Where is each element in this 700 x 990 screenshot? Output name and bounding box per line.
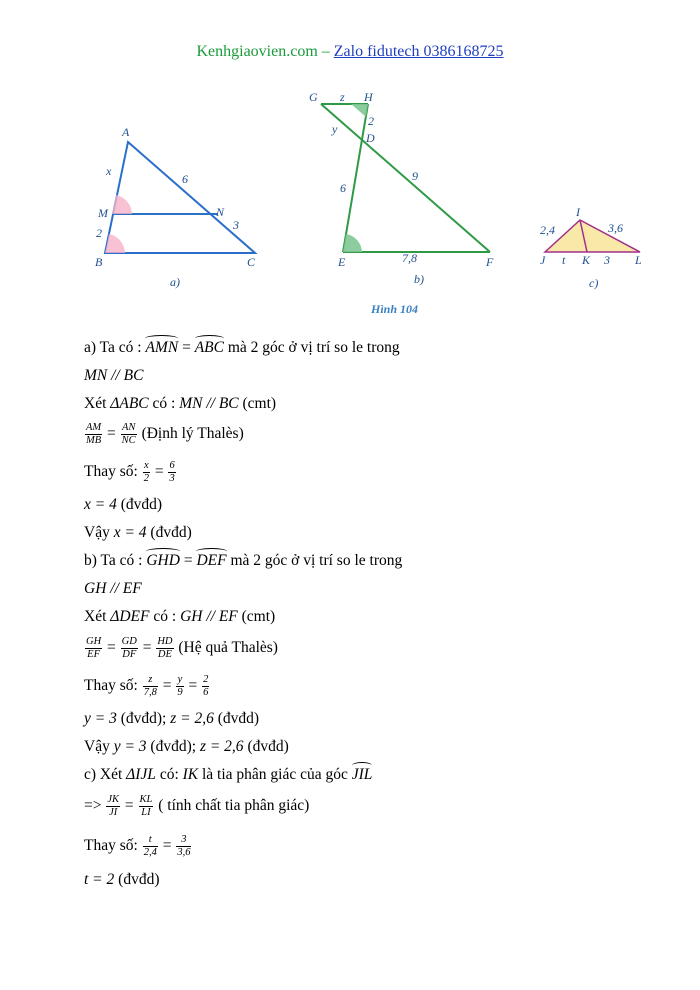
label-6a: 6 bbox=[182, 172, 188, 186]
triangle-def bbox=[309, 90, 494, 286]
angle-abc: ABC bbox=[194, 339, 224, 356]
text: = bbox=[178, 339, 195, 356]
figure-104 bbox=[0, 80, 700, 325]
text: Vậy bbox=[84, 524, 114, 541]
fraction: $\frac{6}{3}$ bbox=[169, 460, 175, 484]
fraction: $\frac{2}{6}$ bbox=[203, 674, 209, 698]
math: z = 2,6 bbox=[199, 738, 244, 755]
text: có : bbox=[149, 608, 181, 625]
label-B: B bbox=[95, 255, 103, 269]
text: Xét bbox=[84, 608, 111, 625]
angle-amn: AMN bbox=[145, 339, 179, 356]
text: c) Xét bbox=[84, 766, 127, 783]
math: x = 4 bbox=[84, 496, 117, 513]
math: t = 2 bbox=[84, 871, 115, 888]
label-D: D bbox=[366, 131, 375, 145]
label-I: I bbox=[576, 205, 580, 219]
math: z = 2,6 bbox=[170, 710, 214, 727]
fraction: $\frac{GH}{EF}$ bbox=[86, 636, 102, 660]
contact-link[interactable]: Zalo fidutech 0386168725 bbox=[333, 43, 504, 60]
line-yz-result bbox=[84, 709, 259, 729]
text: ( tính chất tia phân giác) bbox=[154, 797, 310, 815]
line-xet-def bbox=[84, 607, 275, 627]
text: có : bbox=[148, 395, 180, 412]
text: (Định lý Thalès) bbox=[137, 425, 244, 443]
text: là tia phân giác của góc bbox=[198, 766, 352, 783]
label-24: 2,4 bbox=[540, 223, 555, 237]
line-thales-ratio bbox=[84, 422, 244, 447]
label-F: F bbox=[486, 255, 494, 269]
label-2a: 2 bbox=[96, 226, 102, 240]
fraction: $\frac{y}{9}$ bbox=[177, 674, 183, 698]
text: a) Ta có : bbox=[84, 339, 146, 356]
angle-ghd: GHD bbox=[146, 552, 180, 569]
text: (đvđd); bbox=[116, 710, 171, 727]
fraction: $\frac{KL}{LI}$ bbox=[139, 794, 153, 818]
math: x = 4 bbox=[113, 524, 147, 541]
line-x-conclusion bbox=[84, 523, 192, 543]
text: mà 2 góc ở vị trí so le trong bbox=[223, 339, 400, 356]
label-x: x bbox=[106, 164, 112, 178]
text: (đvđd) bbox=[146, 524, 192, 541]
text: (Hệ quả Thalès) bbox=[174, 639, 278, 657]
line-substitute-a bbox=[84, 460, 177, 485]
text: (cmt) bbox=[238, 395, 277, 412]
line-substitute-c bbox=[84, 834, 192, 859]
label-9b: 9 bbox=[412, 169, 418, 183]
text: = bbox=[138, 639, 156, 657]
text: (đvđd); bbox=[146, 738, 200, 755]
label-6b: 6 bbox=[340, 181, 346, 195]
label-G: G bbox=[309, 90, 318, 104]
math: GH // EF bbox=[180, 608, 238, 625]
fraction: $\frac{JK}{JI}$ bbox=[107, 794, 120, 818]
line-yz-conclusion bbox=[84, 737, 289, 757]
math: ΔIJL bbox=[126, 766, 156, 783]
label-36: 3,6 bbox=[608, 221, 623, 235]
label-E: E bbox=[338, 255, 346, 269]
label-78: 7,8 bbox=[402, 251, 417, 265]
line-gh-parallel: GH // EF bbox=[84, 580, 142, 597]
label-M: M bbox=[98, 206, 108, 220]
site-name: Kenhgiaovien.com bbox=[196, 43, 318, 60]
figure-caption: Hình 104 bbox=[371, 302, 419, 316]
text: b) Ta có : bbox=[84, 552, 147, 569]
label-t: t bbox=[562, 253, 566, 267]
fraction: $\frac{t}{2,4}$ bbox=[143, 834, 157, 858]
label-b: b) bbox=[414, 272, 424, 286]
text: Thay số: bbox=[84, 677, 142, 695]
line-a-angles bbox=[84, 338, 400, 358]
math: y = 3 bbox=[113, 738, 147, 755]
header-separator: – bbox=[317, 43, 334, 60]
text: Xét bbox=[84, 395, 111, 412]
line-mn-parallel: MN // BC bbox=[84, 367, 144, 384]
label-c: c) bbox=[589, 276, 599, 290]
label-C: C bbox=[247, 255, 256, 269]
fraction: $\frac{z}{7,8}$ bbox=[143, 674, 157, 698]
line-thales-corollary bbox=[84, 636, 278, 661]
fraction: $\frac{GD}{DF}$ bbox=[121, 636, 137, 660]
math: IK bbox=[182, 766, 199, 783]
text: Thay số: bbox=[84, 463, 142, 481]
math: ΔABC bbox=[110, 395, 149, 412]
text: (đvđd) bbox=[116, 496, 163, 513]
text: Vậy bbox=[84, 738, 114, 755]
line-t-result bbox=[84, 870, 159, 890]
math: ΔDEF bbox=[110, 608, 150, 625]
label-y: y bbox=[332, 122, 338, 136]
line-substitute-b bbox=[84, 674, 210, 699]
text: (đvđd) bbox=[114, 871, 160, 888]
triangle-abc bbox=[95, 125, 256, 289]
text: = bbox=[150, 463, 168, 481]
label-K: K bbox=[582, 253, 591, 267]
text: Thay số: bbox=[84, 837, 142, 855]
text: = bbox=[184, 677, 202, 695]
page-header bbox=[0, 43, 700, 61]
label-L: L bbox=[635, 253, 642, 267]
text: = bbox=[103, 639, 120, 657]
label-H: H bbox=[364, 90, 373, 104]
text: => bbox=[84, 797, 106, 815]
text: (đvđd) bbox=[243, 738, 289, 755]
fraction: $\frac{HD}{DE}$ bbox=[157, 636, 173, 660]
text: = bbox=[179, 552, 197, 569]
text: = bbox=[103, 425, 120, 443]
line-x-result bbox=[84, 495, 162, 515]
fraction: $\frac{3}{3,6}$ bbox=[177, 834, 191, 858]
text: (đvđd) bbox=[213, 710, 260, 727]
fraction: $\frac{x}{2}$ bbox=[143, 460, 149, 484]
line-xet-abc bbox=[84, 394, 276, 414]
line-c-bisector bbox=[84, 765, 372, 785]
fraction: $\frac{AN}{NC}$ bbox=[121, 422, 136, 446]
label-z: z bbox=[340, 90, 345, 104]
text: mà 2 góc ở vị trí so le trong bbox=[226, 552, 403, 569]
label-3a: 3 bbox=[233, 218, 239, 232]
label-a: a) bbox=[170, 275, 180, 289]
label-A: A bbox=[122, 125, 130, 139]
math: MN // BC bbox=[179, 395, 239, 412]
text: = bbox=[121, 797, 138, 815]
text: có: bbox=[155, 766, 183, 783]
line-b-angles bbox=[84, 551, 402, 571]
angle-def: DEF bbox=[196, 552, 227, 569]
text: = bbox=[158, 677, 176, 695]
math: y = 3 bbox=[84, 710, 117, 727]
angle-jil: JIL bbox=[351, 766, 373, 783]
label-2b: 2 bbox=[368, 114, 374, 128]
text: = bbox=[158, 837, 176, 855]
triangle-ijl bbox=[540, 205, 642, 290]
label-3c: 3 bbox=[604, 253, 610, 267]
label-J: J bbox=[540, 253, 546, 267]
fraction: $\frac{AM}{MB}$ bbox=[86, 422, 102, 446]
text: (cmt) bbox=[237, 608, 276, 625]
line-bisector-ratio bbox=[84, 794, 309, 819]
label-N: N bbox=[216, 205, 225, 219]
